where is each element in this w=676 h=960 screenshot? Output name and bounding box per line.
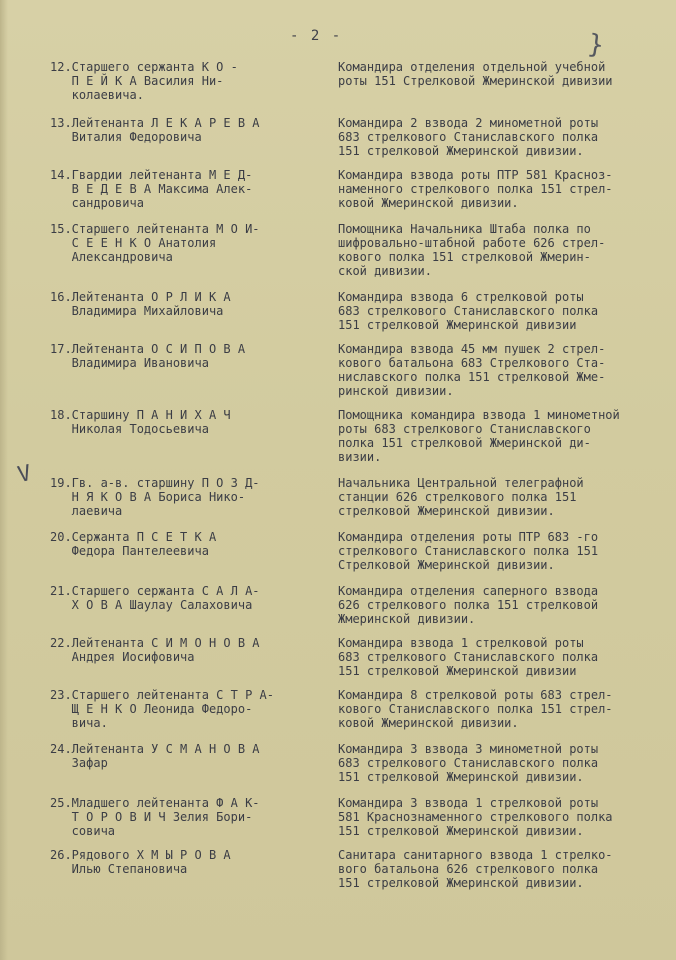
entry-person: 15.Старшего лейтенанта М О И- С Е Е Н К О Анатолия Александровича — [50, 222, 260, 264]
entry-person: 22.Лейтенанта С И М О Н О В А Андрея Иосифовича — [50, 636, 260, 664]
entry-person: 12.Старшего сержанта К О - П Е Й К А Василия Ни- колаевича. — [50, 60, 238, 102]
entry-person: 16.Лейтенанта О Р Л И К А Владимира Михайловича — [50, 290, 231, 318]
corner-pencil-mark: } — [585, 29, 606, 61]
entry-position: Помощника Начальника Штаба полка по шифровально-штабной работе 626 стрел- кового полка 151 стрелковой Жмерин- ской дивизии. — [338, 222, 606, 278]
entry-person: 13.Лейтенанта Л Е К А Р Е В А Виталия Федоровича — [50, 116, 260, 144]
entry-position: Командира отделения роты ПТР 683 -го стрелкового Станиславского полка 151 Стрелковой Жмеринской дивизии. — [338, 530, 599, 572]
page-number: - 2 - — [290, 28, 343, 44]
entry-person: 19.Гв. а-в. старшину П О З Д- Н Я К О В А Бориса Нико- лаевича — [50, 476, 260, 518]
entry-person: 26.Рядового Х М Ы Р О В А Илью Степановича — [50, 848, 231, 876]
entry-position: Помощника командира взвода 1 минометной роты 683 стрелкового Станиславского полка 151 стрелковой Жмеринской ди- визии. — [338, 408, 620, 464]
entry-person: 14.Гвардии лейтенанта М Е Д- В Е Д Е В А Максима Алек- сандровича — [50, 168, 253, 210]
entry-person: 24.Лейтенанта У С М А Н О В А Зафар — [50, 742, 260, 770]
entry-person: 20.Сержанта П С Е Т К А Федора Пантелеевича — [50, 530, 217, 558]
entry-position: Командира взвода 6 стрелковой роты 683 стрелкового Станиславского полка 151 стрелковой Жмеринской дивизии — [338, 290, 599, 332]
entry-position: Командира 2 взвода 2 минометной роты 683 стрелкового Станиславского полка 151 стрелковой Жмеринской дивизии. — [338, 116, 599, 158]
entry-position: Командира взвода 45 мм пушек 2 стрел- кового батальона 683 Стрелкового Ста- ниславского полка 151 стрелковой Жме- ринской дивизии. — [338, 342, 606, 398]
entry-position: Командира 3 взвода 1 стрелковой роты 581 Краснознаменного стрелкового полка 151 стрелковой Жмеринской дивизии. — [338, 796, 613, 838]
entry-position: Санитара санитарного взвода 1 стрелко- вого батальона 626 стрелкового полка 151 стрелковой Жмеринской дивизии. — [338, 848, 613, 890]
entry-position: Командира 8 стрелковой роты 683 стрел- кового Станиславского полка 151 стрел- ковой Жмеринской дивизии. — [338, 688, 613, 730]
entry-person: 25.Младшего лейтенанта Ф А К- Т О Р О В И Ч Зелия Бори- совича — [50, 796, 260, 838]
entry-position: Начальника Центральной телеграфной станции 626 стрелкового полка 151 стрелковой Жмеринской дивизии. — [338, 476, 584, 518]
entry-person: 23.Старшего лейтенанта С Т Р А- Щ Е Н К О Леонида Федоро- вича. — [50, 688, 274, 730]
entry-person: 18.Старшину П А Н И Х А Ч Николая Тодосьевича — [50, 408, 231, 436]
entry-position: Командира взвода роты ПТР 581 Красноз- наменного стрелкового полка 151 стрел- ковой Жмеринской дивизии. — [338, 168, 613, 210]
entry-position: Командира взвода 1 стрелковой роты 683 стрелкового Станиславского полка 151 стрелковой Жмеринской дивизии — [338, 636, 599, 678]
binding-edge — [0, 0, 8, 960]
entry-position: Командира отделения саперного взвода 626 стрелкового полка 151 стрелковой Жмеринской дивизии. — [338, 584, 599, 626]
entry-position: Командира 3 взвода 3 минометной роты 683 стрелкового Станиславского полка 151 стрелковой Жмеринской дивизии. — [338, 742, 599, 784]
entry-person: 17.Лейтенанта О С И П О В А Владимира Ивановича — [50, 342, 246, 370]
entry-person: 21.Старшего сержанта С А Л А- Х О В А Шаулау Салаховича — [50, 584, 260, 612]
margin-check-mark: V — [15, 460, 34, 489]
entry-position: Командира отделения отдельной учебной роты 151 Стрелковой Жмеринской дивизии — [338, 60, 613, 88]
